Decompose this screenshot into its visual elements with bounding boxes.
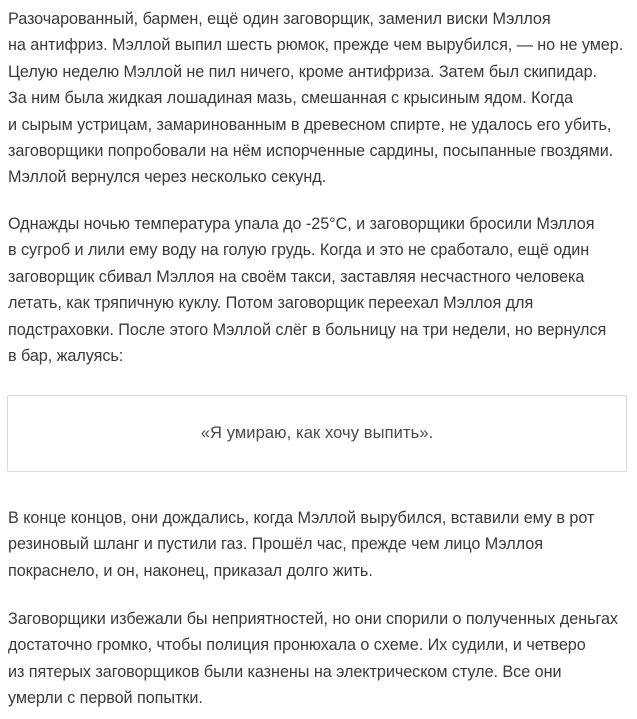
text-line: За ним была жидкая лошадиная мазь, смешанная с крысиным ядом. Когда	[8, 89, 573, 108]
text-line: Однажды ночью температура упала до -25°C, и заговорщики бросили Мэллоя	[8, 215, 595, 233]
quote-text: «Я умираю, как хочу выпить».	[200, 424, 434, 442]
text-line: на антифриз. Мэллой выпил шесть рюмок, прежде чем вырубился, — но не умер.	[8, 36, 624, 55]
text-line: Разочарованный, бармен, ещё один заговорщик, заменил виски Мэллоя	[8, 10, 551, 28]
paragraph-snowdrift	[8, 211, 606, 369]
paragraph-antifreeze	[8, 6, 623, 191]
text-line: В конце концов, они дождались, когда Мэллой вырубился, вставили ему в рот	[8, 509, 595, 527]
text-line: заговорщик сбивал Мэллоя на своём такси, заставляя несчастного человека	[8, 267, 585, 286]
paragraph-execution	[8, 606, 618, 712]
text-line: покраснело, и он, наконец, приказал долго жить.	[8, 561, 373, 580]
text-line: Заговорщики избежали бы неприятностей, но они спорили о полученных деньгах	[8, 610, 618, 628]
text-line: резиновый шланг и пустили газ. Прошёл час, прежде чем лицо Мэллоя	[8, 535, 543, 554]
text-line: достаточно громко, чтобы полиция пронюхала о схеме. Их судили, и четверо	[8, 636, 586, 655]
text-line: в бар, жалуясь:	[8, 347, 124, 366]
blockquote	[7, 395, 627, 472]
text-line: заговорщики попробовали на нём испорченные сардины, посыпанные гвоздями.	[8, 142, 614, 161]
text-line: и сырым устрицам, замаринованным в древесном спирте, не удалось его убить,	[8, 115, 612, 134]
text-line: подстраховки. После этого Мэллой слёг в больницу на три недели, но вернулся	[8, 320, 607, 339]
text-line: Целую неделю Мэллой не пил ничего, кроме антифриза. Затем был скипидар.	[8, 62, 597, 81]
paragraph-gas	[8, 505, 594, 584]
text-line: в сугроб и лили ему воду на голую грудь. Когда и это не сработало, ещё один	[8, 241, 590, 260]
text-line: летать, как тряпичную куклу. Потом заговорщик переехал Мэллоя для	[8, 294, 534, 313]
text-line: Мэллой вернулся через несколько секунд.	[8, 168, 327, 187]
text-line: умерли с первой попытки.	[8, 689, 203, 708]
text-line: из пятерых заговорщиков были казнены на электрическом стуле. Все они	[8, 662, 562, 681]
